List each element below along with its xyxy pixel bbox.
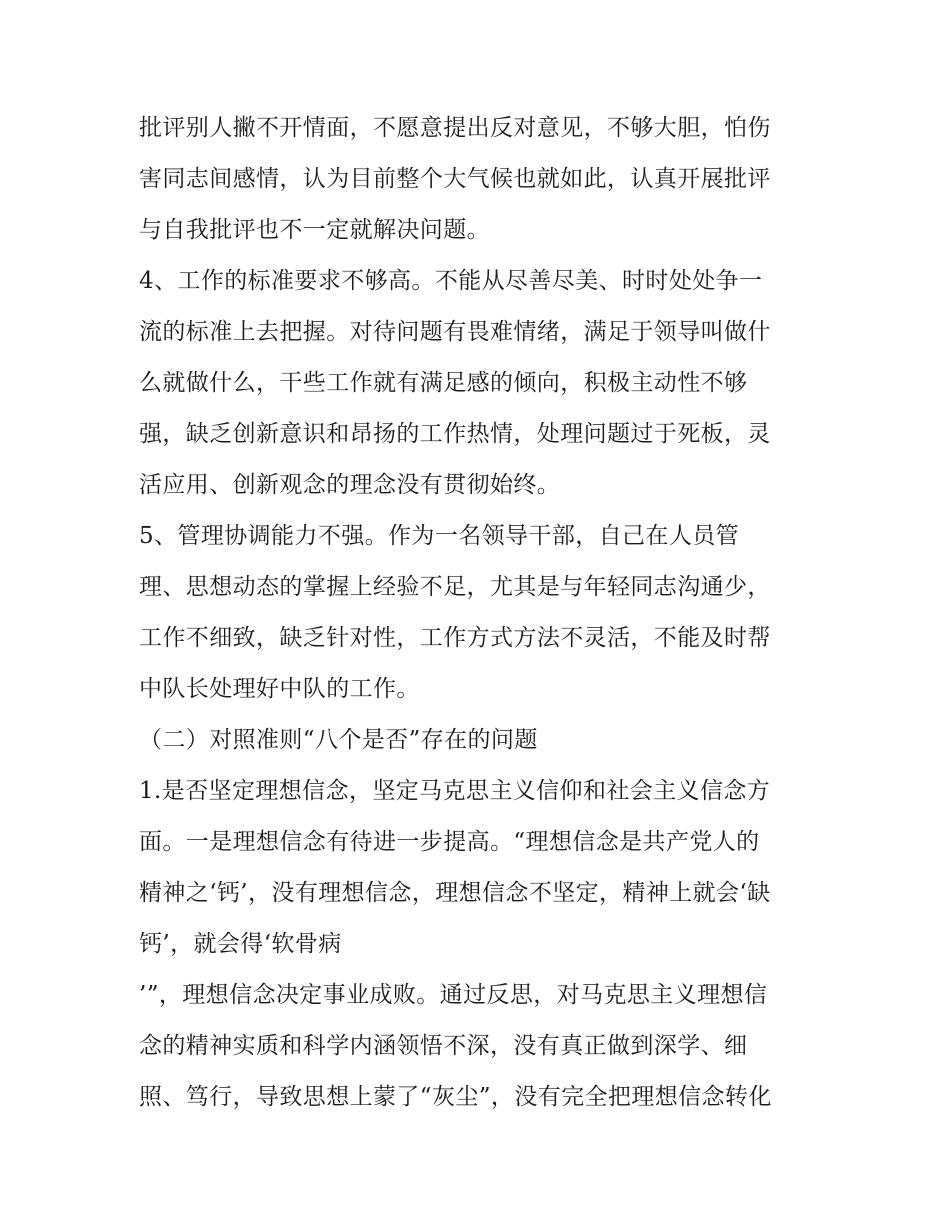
text-line: 照、笃行，导致思想上蒙了“灰尘”，没有完全把理想信念转化 (139, 1084, 772, 1110)
text-line: 与自我批评也不一定就解决问题。 (139, 217, 490, 243)
section-heading: （二）对照准则“八个是否”存在的问题 (139, 727, 538, 753)
text-line: 1.是否坚定理想信念，坚定马克思主义信仰和社会主义信念方 (139, 778, 771, 804)
text-line: 批评别人撇不开情面，不愿意提出反对意见，不够大胆，怕伤 (139, 115, 771, 141)
text-line: 钙’，就会得‘软骨病 (139, 931, 342, 957)
text-line: 害同志间感情，认为目前整个大气候也就如此，认真开展批评 (139, 166, 771, 192)
text-line: 5、管理协调能力不强。作为一名领导干部，自己在人员管 (139, 523, 740, 549)
text-line: 念的精神实质和科学内涵领悟不深，没有真正做到深学、细 (139, 1033, 748, 1059)
text-line: 活应用、创新观念的理念没有贯彻始终。 (139, 472, 561, 498)
text-line: ’”，理想信念决定事业成败。通过反思，对马克思主义理想信 (139, 982, 768, 1008)
text-line: 面。一是理想信念有待进一步提高。“理想信念是共产党人的 (139, 829, 760, 855)
text-line: 强，缺乏创新意识和昂扬的工作热情，处理问题过于死板，灵 (139, 421, 771, 447)
text-line: 理、思想动态的掌握上经验不足，尤其是与年轻同志沟通少， (139, 574, 771, 600)
text-line: 工作不细致，缺乏针对性，工作方式方法不灵活，不能及时帮 (139, 625, 771, 651)
text-line: 流的标准上去把握。对待问题有畏难情绪，满足于领导叫做什 (139, 319, 771, 345)
text-line: 精神之‘钙’，没有理想信念，理想信念不坚定，精神上就会‘缺 (139, 880, 771, 906)
text-line: 4、工作的标准要求不够高。不能从尽善尽美、时时处处争一 (139, 268, 763, 294)
text-line: 中队长处理好中队的工作。 (139, 676, 420, 702)
text-line: 么就做什么，干些工作就有满足感的倾向，积极主动性不够 (139, 370, 748, 396)
